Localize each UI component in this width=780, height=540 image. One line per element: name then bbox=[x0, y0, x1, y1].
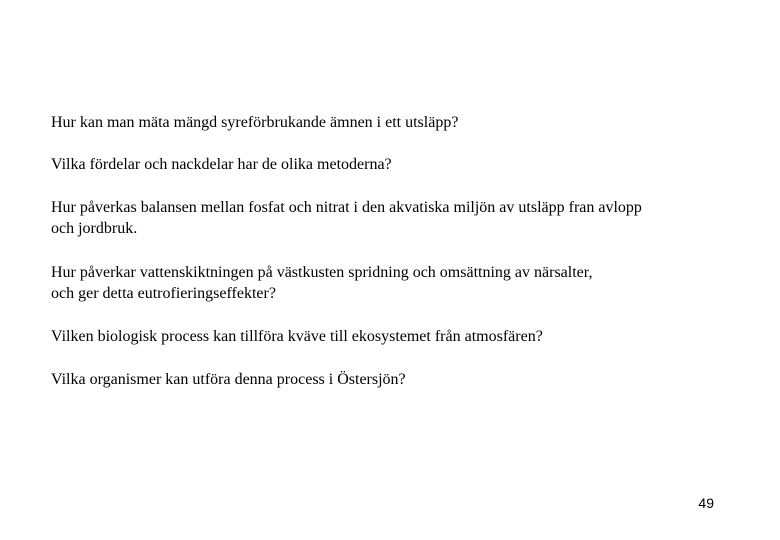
question-5 bbox=[51, 326, 543, 347]
page-number: 49 bbox=[698, 495, 714, 511]
question-5-line-1: Vilken biologisk process kan tillföra kväve till ekosystemet från atmosfären? bbox=[51, 328, 543, 345]
question-3-line-2: och jordbruk. bbox=[51, 220, 138, 237]
question-2-line-1: Vilka fördelar och nackdelar har de olika metoderna? bbox=[51, 156, 392, 173]
question-3 bbox=[51, 197, 642, 239]
question-1 bbox=[51, 112, 458, 133]
question-6-line-1: Vilka organismer kan utföra denna process i Östersjön? bbox=[51, 371, 406, 388]
question-6 bbox=[51, 369, 406, 390]
question-2 bbox=[51, 154, 392, 175]
question-1-line-1: Hur kan man mäta mängd syreförbrukande ämnen i ett utsläpp? bbox=[51, 114, 459, 131]
question-3-line-1: Hur påverkas balansen mellan fosfat och nitrat i den akvatiska miljön av utsläpp fran avlopp bbox=[51, 199, 642, 216]
question-4 bbox=[51, 262, 592, 304]
question-4-line-1: Hur påverkar vattenskiktningen på västkusten spridning och omsättning av närsalter, bbox=[51, 264, 593, 281]
question-4-line-2: och ger detta eutrofieringseffekter? bbox=[51, 285, 276, 302]
